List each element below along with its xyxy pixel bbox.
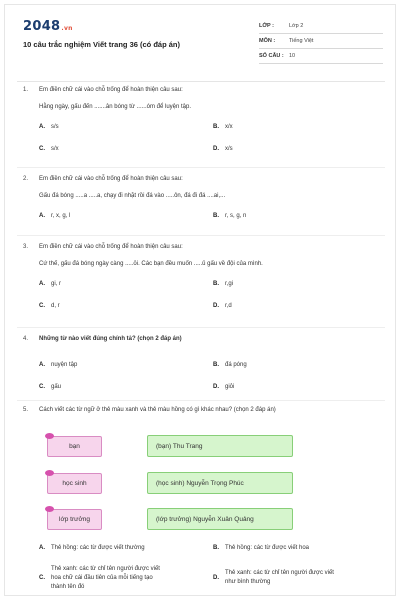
meta-value: 10: [289, 53, 296, 59]
site-logo[interactable]: 2048.vn: [23, 19, 73, 34]
option-b[interactable]: B. r, s, g, n: [213, 213, 247, 219]
question-text: Cách viết các từ ngữ ở thẻ màu xanh và thẻ màu hồng có gì khác nhau? (chọn 2 đáp án): [39, 407, 276, 413]
pink-card: lớp trưởng: [47, 509, 102, 530]
meta-key: LỚP :: [259, 23, 274, 29]
option-c[interactable]: C. gấu: [39, 384, 62, 390]
question-divider: [17, 327, 385, 328]
question-text: Em điền chữ cái vào chỗ trống để hoàn thiện câu sau:: [39, 176, 183, 182]
option-b[interactable]: B. đá póng: [213, 362, 247, 368]
question-text: Những từ nào viết đúng chính tả? (chọn 2 đáp án): [39, 336, 182, 342]
option-d[interactable]: D. Thẻ xanh: các từ chỉ tên người được viết như bình thường: [213, 570, 334, 585]
option-b[interactable]: B. x/x: [213, 124, 233, 130]
question-number: 2.: [23, 176, 29, 182]
meta-key: MÔN :: [259, 38, 276, 44]
option-b[interactable]: B. r,gi: [213, 281, 234, 287]
meta-key: SỐ CÂU :: [259, 53, 284, 59]
question-text: Em điền chữ cái vào chỗ trống để hoàn thiện câu sau:: [39, 87, 183, 93]
question-5: [23, 407, 383, 413]
question-1: [23, 87, 383, 150]
document-page: [4, 4, 396, 596]
meta-row-class: [259, 19, 383, 34]
option-d[interactable]: D. giỏi: [213, 384, 235, 390]
option-a[interactable]: A. nuyện tập: [39, 362, 78, 368]
meta-row-count: [259, 49, 383, 64]
pink-card: học sinh: [47, 473, 102, 494]
option-a[interactable]: A. Thẻ hồng: các từ được viết thường: [39, 545, 145, 551]
question-text: Em điền chữ cái vào chỗ trống để hoàn thiện câu sau:: [39, 244, 183, 250]
question-4: [23, 336, 383, 390]
question-number: 5.: [23, 407, 29, 413]
green-card: (lớp trưởng) Nguyễn Xuân Quảng: [147, 508, 293, 530]
option-a[interactable]: A. s/s: [39, 124, 59, 130]
pin-icon: [45, 506, 54, 512]
pink-card: bạn: [47, 436, 102, 457]
question-number: 3.: [23, 244, 29, 250]
pin-icon: [45, 470, 54, 476]
meta-value: Tiếng Việt: [289, 38, 314, 44]
green-card: (bạn) Thu Trang: [147, 435, 293, 457]
document-header: [23, 19, 385, 75]
question-sentence: Gấu đá bóng .....a .....a, chạy đi nhặt rồi đá vào .....ôn, đá đi đá ....ai,...: [39, 193, 226, 199]
question-divider: [17, 167, 385, 168]
option-a[interactable]: A. gi, r: [39, 281, 62, 287]
option-c[interactable]: C. Thẻ xanh: các từ chỉ tên người được viết hoa chữ cái đầu tiên của mỗi tiếng tạo thành tên đó: [39, 566, 160, 590]
question-3: [23, 244, 383, 307]
question-divider: [17, 400, 385, 401]
meta-row-subject: [259, 34, 383, 49]
question-number: 1.: [23, 87, 29, 93]
option-c[interactable]: C. s/x: [39, 146, 59, 152]
question-sentence: Cứ thế, gấu đá bóng ngày càng .....ỏi. Các bạn đều muốn .....ủ gấu về đội của mình.: [39, 261, 263, 267]
question-sentence: Hằng ngày, gấu đến .......ân bóng từ ......óm để luyện tập.: [39, 104, 192, 110]
question-divider: [17, 235, 385, 236]
question-2: [23, 176, 383, 219]
option-d[interactable]: D. x/s: [213, 146, 233, 152]
question-5-options: [23, 545, 383, 595]
meta-table: [259, 19, 383, 64]
pin-icon: [45, 433, 54, 439]
header-divider: [17, 81, 385, 82]
green-card: (học sinh) Nguyễn Trọng Phúc: [147, 472, 293, 494]
document-title: 10 câu trắc nghiệm Viết trang 36 (có đáp án): [23, 40, 180, 49]
question-number: 4.: [23, 336, 29, 342]
option-c[interactable]: C. d, r: [39, 303, 60, 309]
option-d[interactable]: D. r,d: [213, 303, 232, 309]
option-b[interactable]: B. Thẻ hồng: các từ được viết hoa: [213, 545, 310, 551]
option-a[interactable]: A. r, x, g, l: [39, 213, 71, 219]
meta-value: Lớp 2: [289, 23, 304, 29]
